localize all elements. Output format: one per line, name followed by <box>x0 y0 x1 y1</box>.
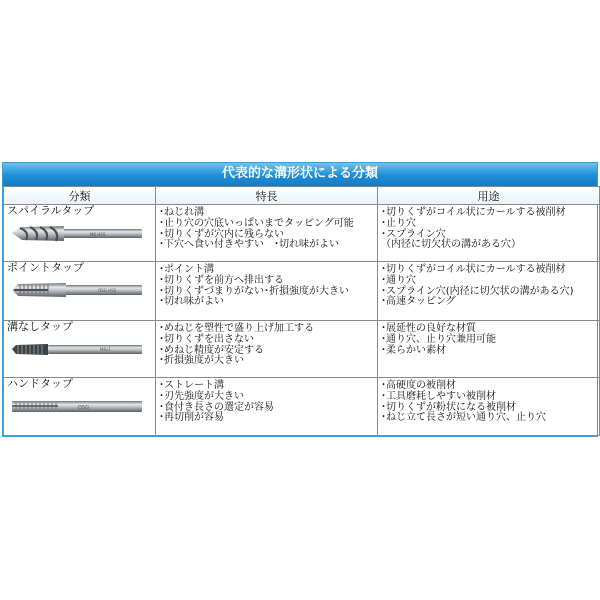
use-item: ･スプライン穴 <box>381 228 446 240</box>
feature-item: ･切れ味がよい <box>159 296 224 308</box>
spiral-tap-icon <box>8 220 144 246</box>
feature-item: ･折損強度が大きい <box>159 355 244 367</box>
use-item: ･切りくずがコイル状にカールする被削材 <box>381 264 566 275</box>
use-item: ･スプライン穴(内径に切欠状の溝がある穴) <box>381 285 574 297</box>
feature-item: ･刃先強度が大きい <box>159 390 244 402</box>
header-uses: 用途 <box>378 187 600 205</box>
type-name: スパイラルタップ <box>7 204 95 217</box>
hand-tap-icon <box>8 393 144 419</box>
feature-item: ･切りくずを前方へ排出する <box>159 274 284 286</box>
type-name: ポイントタップ <box>7 261 84 274</box>
type-cell <box>4 321 156 378</box>
use-item: ･展延性の良好な材質 <box>381 323 476 334</box>
feature-item: ･切りくずを出さない <box>159 333 254 345</box>
feature-item: ･切りくずが穴内に残らない <box>159 228 284 240</box>
feature-item: ･ポイント溝 <box>159 264 214 275</box>
feature-item: ･切りくずづまりがない･折損強度が大きい <box>159 285 349 297</box>
svg-text:OSG HSS: OSG HSS <box>98 287 117 293</box>
uses-cell <box>378 262 600 321</box>
feature-item: ･食付き長さの選定が容易 <box>159 401 274 413</box>
feature-item: ･ねじれ溝 <box>159 207 204 218</box>
feature-item: ･めねじ精度が安定する <box>159 344 264 356</box>
use-item: ･柔らかい素材 <box>381 344 446 356</box>
features-cell <box>156 262 378 321</box>
type-name: ハンドタップ <box>7 377 73 390</box>
classification-table <box>3 186 600 436</box>
use-item: ･高硬度の被削材 <box>381 380 456 391</box>
feature-item: ･めねじを塑性で盛り上げ加工する <box>159 323 314 334</box>
use-item: （内径に切欠状の溝がある穴） <box>381 239 521 251</box>
type-cell <box>4 378 156 436</box>
type-cell <box>4 262 156 321</box>
use-item: ･通り穴、止り穴兼用可能 <box>381 333 496 345</box>
table-row <box>4 262 600 321</box>
features-cell <box>156 378 378 436</box>
feature-item: ･再切削が容易 <box>159 412 224 424</box>
svg-text:M6x1: M6x1 <box>100 346 111 352</box>
header-type: 分類 <box>4 187 156 205</box>
use-item: ･通り穴 <box>381 274 416 286</box>
svg-text:M6 HSS: M6 HSS <box>90 231 106 237</box>
use-item: ･切りくずがコイル状にカールする被削材 <box>381 207 566 218</box>
point-tap-icon <box>8 277 144 303</box>
use-item: ･工具磨耗しやすい被削材 <box>381 390 496 402</box>
uses-cell <box>378 321 600 378</box>
svg-text:OSG: OSG <box>78 404 89 411</box>
feature-item: ･下穴へ食い付きやすい ･切れ味がよい <box>159 239 339 251</box>
classification-table-frame <box>2 162 598 437</box>
type-name: 溝なしタップ <box>7 320 73 333</box>
features-cell <box>156 321 378 378</box>
type-cell <box>4 205 156 262</box>
fluteless-tap-icon <box>8 336 144 362</box>
use-item: ･ねじ立て長さが短い通り穴、止り穴 <box>381 412 546 424</box>
uses-cell <box>378 205 600 262</box>
header-features: 特長 <box>156 187 378 205</box>
features-cell <box>156 205 378 262</box>
table-title: 代表的な溝形状による分類 <box>3 163 597 186</box>
use-item: ･高速タッピング <box>381 296 456 308</box>
table-row <box>4 205 600 262</box>
use-item: ･止り穴 <box>381 217 416 229</box>
table-row <box>4 321 600 378</box>
feature-item: ･止り穴の穴底いっぱいまでタッピング可能 <box>159 217 354 229</box>
feature-item: ･ストレート溝 <box>159 380 224 391</box>
table-row <box>4 378 600 436</box>
uses-cell <box>378 378 600 436</box>
use-item: ･切りくずが粉状になる被削材 <box>381 401 516 413</box>
